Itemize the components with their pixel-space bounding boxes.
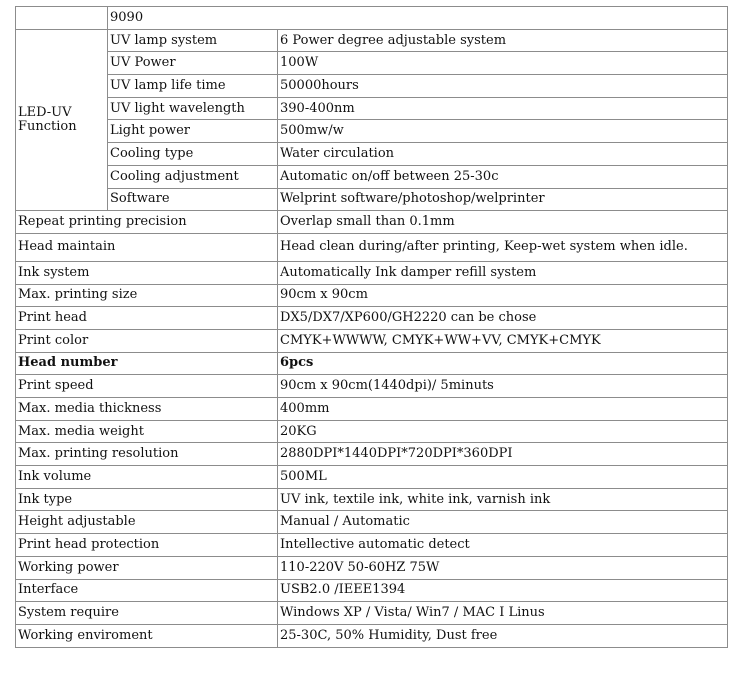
spec-name: Cooling type [108,143,278,166]
spec-row [16,352,728,375]
spec-value: USB2.0 /IEEE1394 [278,579,728,602]
spec-name: Print head [16,307,278,330]
spec-row [16,602,728,625]
spec-row [16,307,728,330]
spec-value: Automatic on/off between 25-30c [278,165,728,188]
spec-name: Working enviroment [16,624,278,647]
spec-value: 390-400nm [278,97,728,120]
spec-row [16,443,728,466]
group-label-line2: Function [18,118,77,134]
spec-value: 2880DPI*1440DPI*720DPI*360DPI [278,443,728,466]
spec-value: Windows XP / Vista/ Win7 / MAC I Linus [278,602,728,625]
group-row [16,52,728,75]
spec-name: Software [108,188,278,211]
group-row [16,97,728,120]
spec-value: 100W [278,52,728,75]
spec-row [16,534,728,557]
group-label-line1: LED-UV [18,104,72,120]
spec-value: 20KG [278,420,728,443]
spec-name: Print head protection [16,534,278,557]
spec-row [16,556,728,579]
spec-name: Working power [16,556,278,579]
spec-name: UV Power [108,52,278,75]
spec-name: Max. media weight [16,420,278,443]
spec-name: Interface [16,579,278,602]
spec-name: Print color [16,329,278,352]
spec-table [15,6,728,648]
spec-row [16,398,728,421]
spec-value: 25-30C, 50% Humidity, Dust free [278,624,728,647]
spec-row [16,488,728,511]
group-row [16,75,728,98]
spec-name: UV lamp system [108,29,278,52]
group-row [16,120,728,143]
spec-row [16,211,728,234]
model-cell: 9090 [108,7,728,30]
spec-name: Max. media thickness [16,398,278,421]
spec-name: Cooling adjustment [108,165,278,188]
spec-row [16,261,728,284]
spec-name: Print speed [16,375,278,398]
spec-name: Ink volume [16,466,278,489]
spec-name: UV light wavelength [108,97,278,120]
spec-value: Intellective automatic detect [278,534,728,557]
spec-name: Head number [16,352,278,375]
spec-name: UV lamp life time [108,75,278,98]
spec-row [16,233,728,261]
spec-name: Max. printing resolution [16,443,278,466]
spec-row [16,329,728,352]
spec-value: 50000hours [278,75,728,98]
spec-value: Overlap small than 0.1mm [278,211,728,234]
model-row [16,7,728,30]
spec-name: Head maintain [16,233,278,261]
spec-value: 6pcs [278,352,728,375]
spec-value: 500mw/w [278,120,728,143]
spec-row [16,466,728,489]
spec-name: Max. printing size [16,284,278,307]
spec-value: Water circulation [278,143,728,166]
group-row [16,165,728,188]
spec-value: 500ML [278,466,728,489]
spec-value: DX5/DX7/XP600/GH2220 can be chose [278,307,728,330]
spec-row [16,284,728,307]
group-row [16,143,728,166]
model-blank-cell [16,7,108,30]
spec-value: Head clean during/after printing, Keep-wet system when idle. [278,233,728,261]
spec-value: 90cm x 90cm [278,284,728,307]
spec-name: Light power [108,120,278,143]
spec-value: Manual / Automatic [278,511,728,534]
spec-value: Welprint software/photoshop/welprinter [278,188,728,211]
spec-row [16,624,728,647]
spec-name: Ink system [16,261,278,284]
group-row [16,188,728,211]
group-row [16,29,728,52]
spec-name: System require [16,602,278,625]
spec-value: 400mm [278,398,728,421]
spec-value: UV ink, textile ink, white ink, varnish ink [278,488,728,511]
spec-value: 90cm x 90cm(1440dpi)/ 5minuts [278,375,728,398]
spec-row [16,375,728,398]
spec-row [16,579,728,602]
spec-row [16,420,728,443]
spec-name: Height adjustable [16,511,278,534]
spec-name: Ink type [16,488,278,511]
group-label-cell [16,29,108,211]
spec-value: CMYK+WWWW, CMYK+WW+VV, CMYK+CMYK [278,329,728,352]
spec-name: Repeat printing precision [16,211,278,234]
spec-value: 6 Power degree adjustable system [278,29,728,52]
spec-value: Automatically Ink damper refill system [278,261,728,284]
spec-row [16,511,728,534]
spec-value: 110-220V 50-60HZ 75W [278,556,728,579]
